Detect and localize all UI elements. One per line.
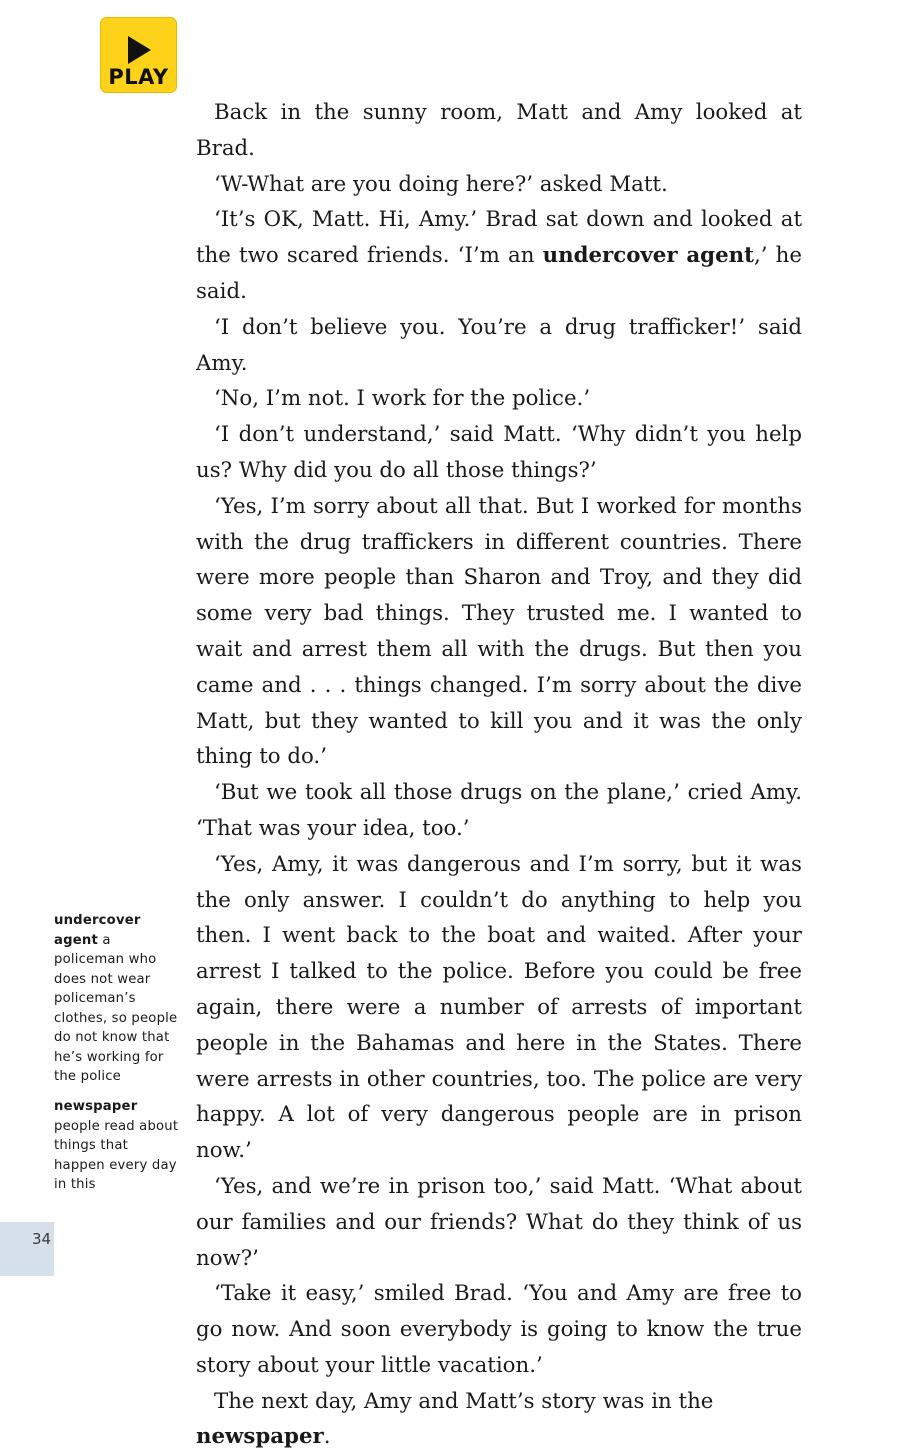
glossary-definition: a policeman who does not wear policeman’s clothes, so people do not know that he’s working for the police xyxy=(54,932,178,1084)
glossary-term: undercover agent xyxy=(54,913,141,948)
glossary-entry xyxy=(54,911,182,1087)
glossary-definition: people read about things that happen every day in this xyxy=(54,1118,179,1192)
paragraph-text: The next day, Amy and Matt’s story was in the xyxy=(214,1388,714,1414)
paragraph: ‘Yes, and we’re in prison too,’ said Matt. ‘What about our families and our friends? What do they think of us now?’ xyxy=(196,1173,802,1271)
paragraph xyxy=(196,1384,802,1455)
play-icon xyxy=(125,35,153,65)
glossary-term-newspaper: newspaper xyxy=(196,1424,324,1450)
paragraph: ‘I don’t understand,’ said Matt. ‘Why didn’t you help us? Why did you do all those things?’ xyxy=(196,422,802,483)
paragraph: ‘But we took all those drugs on the plane,’ cried Amy. ‘That was your idea, too.’ xyxy=(196,780,802,841)
paragraph xyxy=(196,202,802,309)
play-button[interactable] xyxy=(100,17,177,93)
paragraph-text: ‘It’s OK, Matt. Hi, Amy.’ Brad sat down and looked at the two scared friends. ‘I’m an xyxy=(196,207,802,269)
page-number-tab xyxy=(0,1222,54,1276)
paragraph: ‘I don’t believe you. You’re a drug trafficker!’ said Amy. xyxy=(196,314,802,376)
paragraph: ‘No, I’m not. I work for the police.’ xyxy=(214,386,591,412)
story-text xyxy=(196,95,802,1455)
glossary-entry xyxy=(54,1097,182,1195)
paragraph: ‘Take it easy,’ smiled Brad. ‘You and Amy are free to go now. And soon everybody is going to know the true story about your little vacation.’ xyxy=(196,1281,802,1378)
paragraph: ‘Yes, Amy, it was dangerous and I’m sorry, but it was the only answer. I couldn’t do anything to help you then. I went back to the boat and waited. After your arrest I talked to the police. Before you could be free again, there were a number of arrests of important people in the Bahamas and here in the States. There were arrests in other countries, too. The police are very happy. A lot of very dangerous people are in prison now.’ xyxy=(196,851,802,1164)
page-number: 34 xyxy=(32,1230,52,1248)
paragraph: ‘W-What are you doing here?’ asked Matt. xyxy=(214,171,668,197)
glossary-term-undercover-agent: undercover agent xyxy=(542,243,754,269)
play-label: PLAY xyxy=(108,65,169,89)
paragraph-text: ,’ he said. xyxy=(196,243,802,304)
paragraph: ‘Yes, I’m sorry about all that. But I worked for months with the drug traffickers in different countries. There were more people than Sharon and Troy, and they did some very bad things. They trusted me. I wanted to wait and arrest them all with the drugs. But then you came and . . . things changed. I’m sorry about the dive Matt, but they wanted to kill you and it was the only thing to do.’ xyxy=(196,493,802,770)
paragraph: Back in the sunny room, Matt and Amy looked at Brad. xyxy=(196,100,802,161)
glossary-term: newspaper xyxy=(54,1099,138,1114)
paragraph-text: . xyxy=(323,1424,331,1450)
